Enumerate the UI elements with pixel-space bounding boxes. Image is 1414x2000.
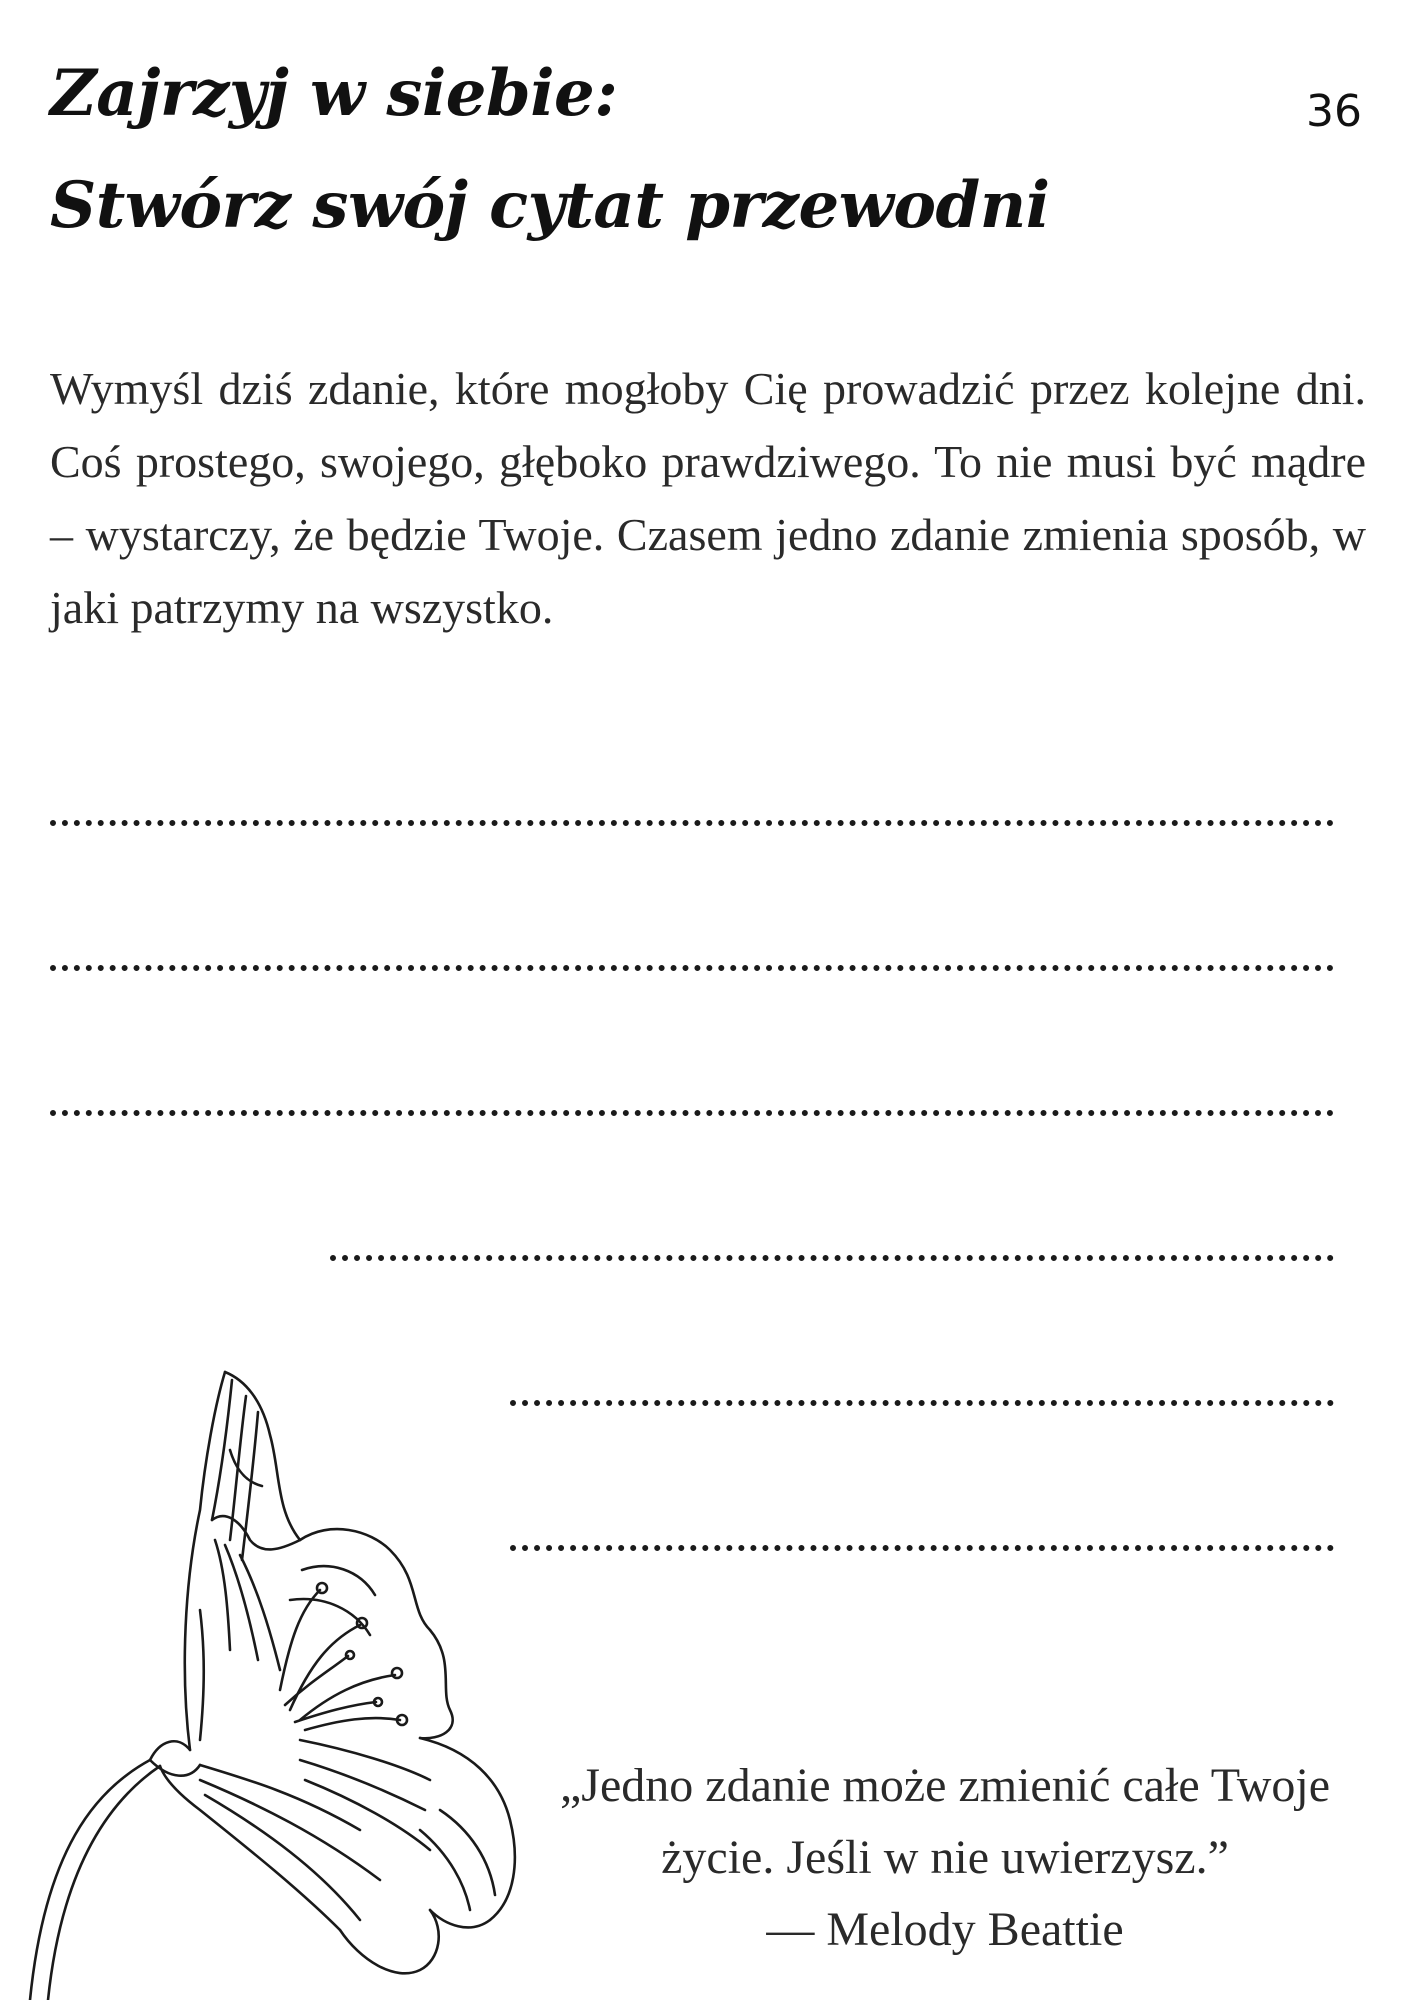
- flower-illustration-icon: [0, 1310, 580, 2000]
- page-number: 36: [1306, 86, 1362, 137]
- quote-author: — Melody Beattie: [766, 1903, 1124, 1956]
- writing-line-5[interactable]: [510, 1400, 1334, 1406]
- writing-line-3[interactable]: [50, 1110, 1334, 1116]
- quote-line-1: „Jedno zdanie może zmienić całe Twoje: [559, 1759, 1331, 1812]
- writing-line-2[interactable]: [50, 965, 1334, 971]
- writing-line-4[interactable]: [330, 1255, 1334, 1261]
- intro-paragraph: Wymyśl dziś zdanie, które mogłoby Cię prowadzić przez kolejne dni. Coś prostego, swojego, głęboko prawdziwego. To nie musi być mądre – wystarczy, że będzie Twoje. Czasem jedno zdanie zmienia sposób, w jaki patrzymy na wszystko.: [50, 363, 1366, 633]
- writing-line-6[interactable]: [510, 1545, 1334, 1551]
- writing-line-1[interactable]: [50, 820, 1334, 826]
- page-title-line-2: Stwórz swój cytat przewodni: [50, 168, 1050, 243]
- page-title: [50, 38, 1050, 262]
- page-title-line-1: Zajrzyj w siebie:: [50, 56, 618, 131]
- quote-block: [520, 1750, 1370, 1966]
- quote-line-2: życie. Jeśli w nie uwierzysz.”: [661, 1831, 1229, 1884]
